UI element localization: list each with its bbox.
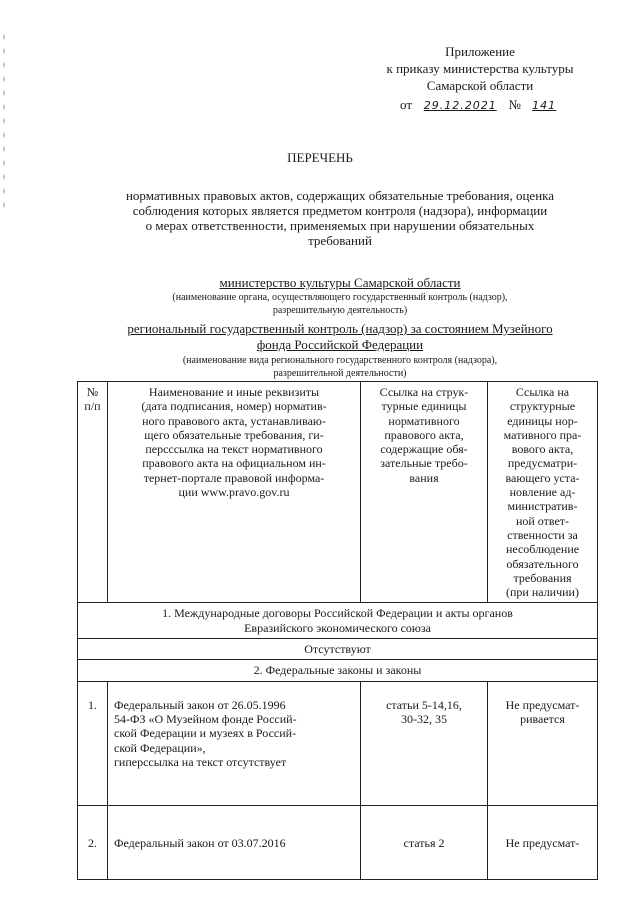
appendix-date-line	[400, 97, 600, 113]
intro-line: о мерах ответственности, применяемых при нарушении обязательных	[145, 218, 535, 233]
row-name: Федеральный закон от 03.07.2016	[108, 805, 361, 879]
intro-paragraph	[80, 188, 600, 248]
control-name-2: фонда Российской Федерации	[256, 337, 424, 352]
scan-margin-dots	[2, 30, 6, 210]
row-num: 1.	[78, 681, 108, 805]
header-name: Наименование и иные реквизиты (дата подписания, номер) норматив- ного правового акта, устанавливаю- щего обязательные требования, ги- персссылка на текст нормативного правового акта на официальном ин- тернет-портале правовой информа- ции www.pravo.gov.ru	[108, 382, 361, 603]
order-number: 141	[532, 99, 557, 112]
header-num: № п/п	[78, 382, 108, 603]
organ-name: министерство культуры Самарской области	[219, 275, 461, 290]
header-link-requirements: Ссылка на струк- турные единицы нормативного правового акта, содержащие обя- зательные требо- вания	[361, 382, 488, 603]
table-row	[78, 681, 598, 805]
organ-caption-1: (наименование органа, осуществляющего государственный контроль (надзор),	[172, 292, 508, 303]
row-responsibility: Не предусмат- ривается	[488, 681, 598, 805]
document-title: ПЕРЕЧЕНЬ	[287, 150, 353, 165]
intro-line: нормативных правовых актов, содержащих обязательные требования, оценка	[125, 188, 555, 203]
row-articles: статьи 5-14,16, 30-32, 35	[361, 681, 488, 805]
table-header-row	[78, 382, 598, 603]
row-responsibility: Не предусмат-	[488, 805, 598, 879]
control-caption-2: разрешительной деятельности)	[273, 368, 407, 379]
requirements-table	[77, 381, 598, 880]
header-link-responsibility: Ссылка на структурные единицы нор- мативного пра- вового акта, предусматри- вающего уста- новление ад- министратив- ной ответ- ственности за несоблюдение обязательного требования (при наличии)	[488, 382, 598, 603]
section-row	[78, 603, 598, 639]
order-date: 29.12.2021	[423, 99, 497, 112]
from-label: от	[400, 97, 413, 112]
section-2-title: 2. Федеральные законы и законы	[78, 660, 598, 681]
number-label: №	[508, 97, 521, 112]
row-num: 2.	[78, 805, 108, 879]
section-1-absent: Отсутствуют	[78, 639, 598, 660]
section-row	[78, 660, 598, 681]
appendix-order: к приказу министерства культуры	[386, 61, 574, 76]
control-name-1: региональный государственный контроль (надзор) за состоянием Музейного	[127, 321, 553, 336]
section-1-title: 1. Международные договоры Российской Федерации и акты органов Евразийского экономического союза	[78, 603, 598, 639]
appendix-title: Приложение	[445, 44, 515, 59]
row-name: Федеральный закон от 26.05.1996 54-ФЗ «О Музейном фонде Россий- ской Федерации и музеях в Россий- ской Федерации», гиперссылка на текст отсутствует	[108, 681, 361, 805]
appendix-region: Самарской области	[426, 78, 534, 93]
control-caption-1: (наименование вида регионального государственного контроля (надзора),	[182, 355, 498, 366]
intro-line: требований	[308, 233, 372, 248]
section-row	[78, 639, 598, 660]
intro-line: соблюдения которых является предметом контроля (надзора), информации	[132, 203, 548, 218]
table-row	[78, 805, 598, 879]
organ-caption-2: разрешительную деятельность)	[272, 305, 408, 316]
row-articles: статья 2	[361, 805, 488, 879]
